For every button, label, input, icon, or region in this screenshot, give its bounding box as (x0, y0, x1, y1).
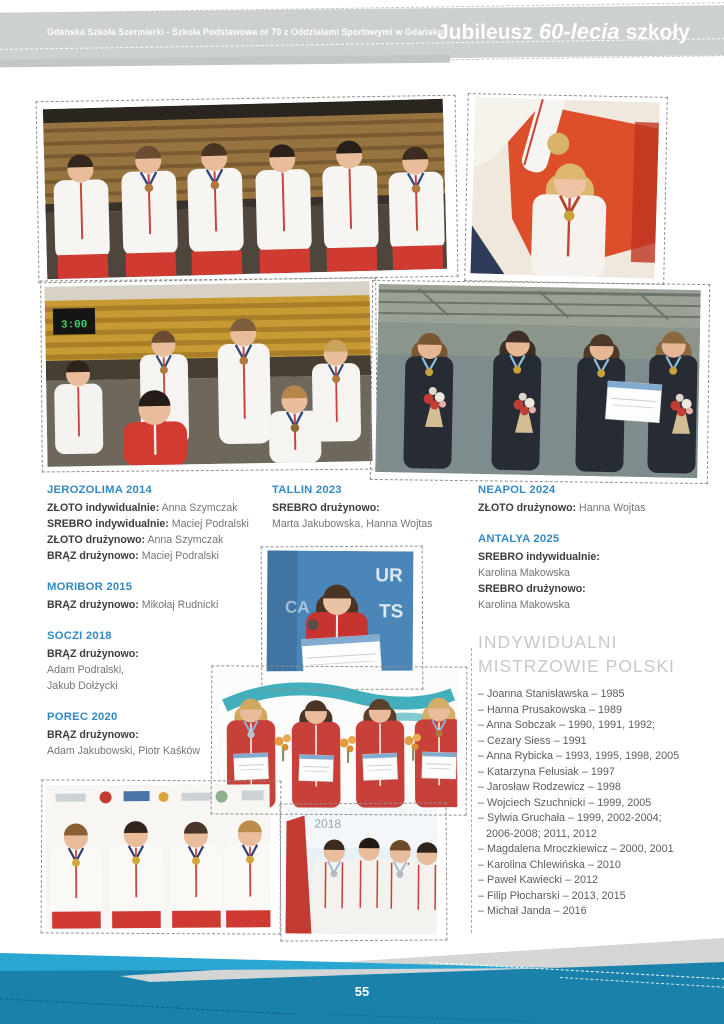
result-line: SREBRO drużynowo: (478, 583, 586, 595)
result-line: ZŁOTO drużynowo: Hanna Wojtas (478, 502, 646, 514)
champions-title-line1: INDYWIDUALNI (478, 632, 618, 652)
jubilee-word: Jubileusz (437, 21, 533, 44)
champion-item: – Paweł Kawiecki – 2012 (478, 874, 599, 886)
champion-item: – Hanna Prusakowska – 1989 (478, 703, 623, 716)
result-section (47, 630, 267, 694)
photo-cadet-team-arena (43, 99, 447, 279)
champions-title-line2: MISTRZOWIE POLSKI (478, 656, 675, 676)
champion-item: – Wojciech Szuchnicki – 1999, 2005 (478, 796, 652, 809)
svg-text:CA: CA (285, 597, 310, 617)
photo-womens-team-flowers (375, 284, 701, 478)
header-jubilee-title (437, 19, 690, 45)
competition-heading: JEROZOLIMA 2014 (47, 484, 152, 496)
jubilee-highlight: 60-lecia (538, 19, 620, 44)
champion-item: – Joanna Stanisławska – 1985 (478, 688, 625, 700)
svg-text:2018: 2018 (314, 816, 342, 831)
page-number: 55 (354, 984, 370, 999)
champion-item: – Cezary Siess – 1991 (478, 734, 587, 747)
result-line: ZŁOTO drużynowo: Anna Szymczak (47, 534, 224, 546)
result-line: Marta Jakubowska, Hanna Wojtas (272, 518, 433, 530)
svg-text:UR: UR (375, 565, 403, 587)
photo-podium-team-coach (44, 281, 372, 467)
results-column-left (47, 484, 267, 776)
result-line: SREBRO drużynowo: (272, 502, 380, 514)
champion-item: – Katarzyna Felusiak – 1997 (478, 765, 615, 778)
result-section (47, 581, 267, 613)
competition-heading: TALLIN 2023 (272, 484, 342, 496)
svg-text:3:00: 3:00 (60, 319, 88, 332)
champions-title (478, 630, 706, 678)
results-column-right (478, 484, 706, 920)
competition-heading: POREC 2020 (47, 711, 118, 723)
photo-boys-gold-medals-image (46, 784, 271, 929)
svg-text:TS: TS (378, 601, 404, 623)
result-line: BRĄZ drużynowo: (47, 648, 139, 660)
result-line: ZŁOTO indywidualnie: Anna Szymczak (47, 502, 238, 514)
footer-wave-graphic (0, 924, 724, 1024)
photo-cadet-team-arena-image (43, 99, 447, 279)
result-line: Adam Podralski, (47, 664, 125, 676)
results-right-sections (478, 484, 706, 613)
photo-boys-2018-silver-image (285, 807, 437, 934)
champion-item: – Jarosław Rodzewicz – 1998 (478, 781, 621, 793)
result-section (272, 484, 467, 532)
photo-girl-with-flag (470, 97, 659, 278)
result-line: SREBRO indywidualnie: (478, 551, 600, 563)
photo-boys-gold-medals (46, 784, 271, 929)
result-section (478, 484, 706, 516)
result-section (47, 484, 267, 564)
result-line: Jakub Dołżycki (47, 680, 118, 692)
result-line: BRĄZ drużynowo: (47, 729, 139, 741)
result-line: Karolina Makowska (478, 599, 570, 611)
champion-item: – Michał Janda – 2016 (478, 905, 587, 917)
competition-heading: MORIBOR 2015 (47, 581, 133, 593)
champions-list (478, 687, 690, 920)
result-section (478, 533, 706, 613)
result-line: SREBRO indywidualnie: Maciej Podralski (47, 518, 249, 530)
photo-girl-certificate-medal-image (267, 550, 414, 684)
result-line: Adam Jakubowski, Piotr Kaśków (47, 745, 201, 757)
photo-girl-certificate-medal (267, 550, 414, 684)
result-section (47, 711, 267, 759)
result-line: BRĄZ drużynowo: Mikołaj Rudnicki (47, 599, 219, 611)
competition-heading: NEAPOL 2024 (478, 484, 556, 496)
champion-item: – Magdalena Mroczkiewicz – 2000, 2001 (478, 843, 674, 855)
result-line: Karolina Makowska (478, 567, 570, 579)
results-column-middle (272, 484, 467, 549)
champion-item: – Sylwia Gruchała – 1999, 2002-2004; 2006-2008; 2011, 2012 (478, 812, 662, 840)
competition-heading: SOCZI 2018 (47, 630, 112, 642)
champion-item: – Karolina Chlewińska – 2010 (478, 858, 621, 871)
dashed-line (471, 648, 472, 933)
photo-podium-team-coach-image (44, 281, 372, 467)
champion-item: – Anna Rybicka – 1993, 1995, 1998, 2005 (478, 750, 680, 762)
photo-boys-2018-silver (285, 807, 437, 934)
jubilee-suffix: szkoły (625, 21, 690, 44)
champion-item: – Filip Płocharski – 2013, 2015 (478, 889, 626, 902)
champion-item: – Anna Sobczak – 1990, 1991, 1992; (478, 719, 656, 731)
result-line: BRĄZ drużynowo: Maciej Podralski (47, 550, 219, 562)
header-school-name: Gdańska Szkoła Szermierki - Szkoła Podstawowa nr 70 z Oddziałami Sportowymi w Gdańsku (47, 27, 444, 37)
competition-heading: ANTALYA 2025 (478, 533, 560, 545)
photo-girl-with-flag-image (470, 97, 659, 278)
photo-womens-team-flowers-image (375, 284, 701, 478)
